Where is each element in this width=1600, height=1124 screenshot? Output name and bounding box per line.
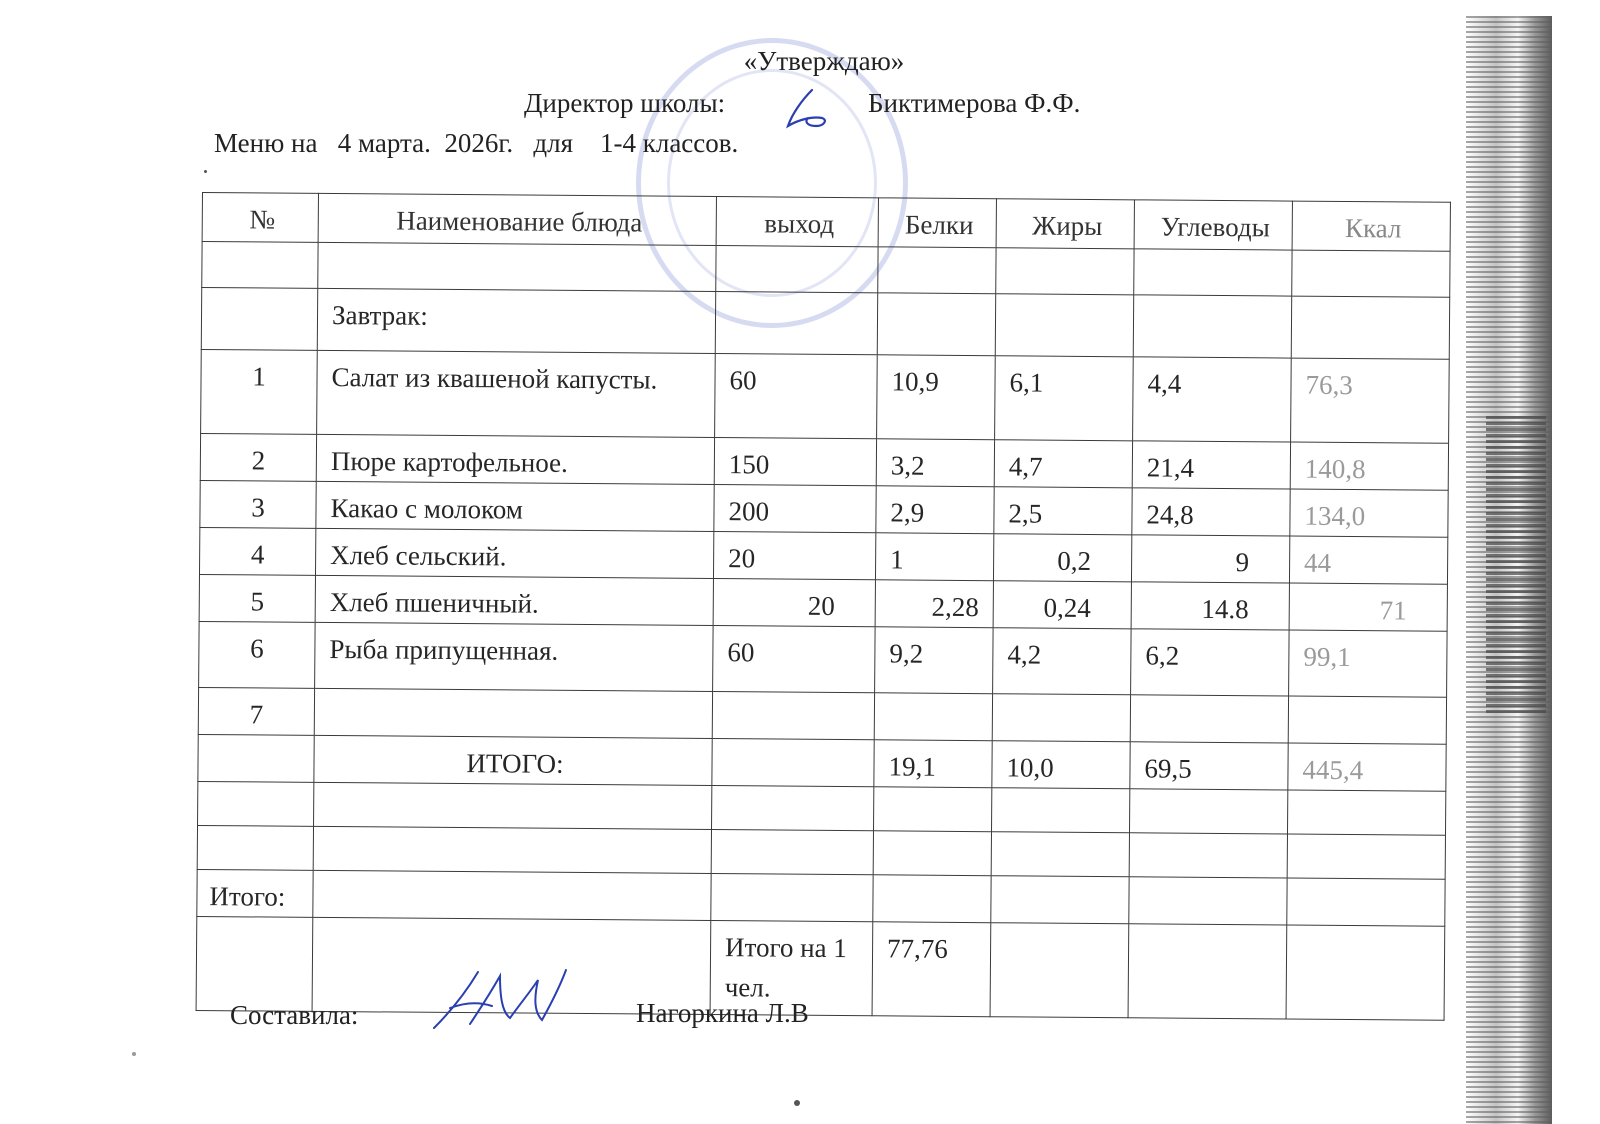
dish-kcal: 99,1: [1289, 630, 1448, 697]
dish-kcal: 76,3: [1291, 358, 1450, 443]
dish-fat: 4,7: [994, 440, 1132, 488]
dish-protein: 10,9: [877, 355, 996, 440]
row-number: 6: [199, 621, 316, 688]
composer-signature: [430, 962, 570, 1034]
itogo-label: Итого:: [197, 869, 313, 917]
dish-carbs: 14.8: [1131, 582, 1289, 630]
dish-name: Какао с молоком: [316, 481, 714, 531]
dish-carbs: 6,2: [1131, 629, 1290, 696]
total-label: ИТОГО:: [314, 735, 712, 785]
dish-fat: 6,1: [995, 356, 1134, 441]
row-number: 3: [200, 480, 316, 528]
dish-output: 60: [713, 626, 876, 693]
total-protein: 19,1: [874, 740, 992, 788]
approval-heading: «Утверждаю»: [743, 46, 905, 76]
row-number: 5: [199, 574, 315, 622]
director-label: Директор школы:: [524, 88, 726, 118]
dish-carbs: 4,4: [1133, 357, 1292, 442]
composed-by-label: Составила:: [230, 1000, 359, 1030]
col-header-fat: Жиры: [996, 199, 1134, 249]
table-row: [199, 621, 1447, 697]
row-number: 1: [201, 349, 318, 434]
row-number: 4: [199, 527, 315, 575]
dish-kcal: 44: [1289, 536, 1447, 584]
row-number: 2: [200, 433, 316, 481]
total-carbs: 69,5: [1130, 742, 1288, 790]
total-kcal: 445,4: [1288, 743, 1446, 791]
dish-carbs: 21,4: [1132, 441, 1290, 489]
dish-name: Хлеб сельский.: [315, 528, 713, 578]
dish-fat: 4,2: [993, 628, 1132, 695]
col-header-dish-name: Наименование блюда: [318, 193, 716, 245]
dish-protein: 2,28: [875, 580, 993, 628]
director-line: [524, 88, 1081, 119]
col-header-protein: Белки: [878, 198, 996, 248]
dish-output: 200: [714, 485, 876, 533]
dish-kcal: 140,8: [1290, 442, 1448, 490]
dish-name: Хлеб пшеничный.: [315, 575, 713, 625]
per-person-value: 77,76: [872, 922, 991, 1017]
composer-name: Нагоркина Л.В: [636, 998, 809, 1028]
dish-name: Салат из квашеной капусты.: [317, 350, 716, 437]
total-fat: 10,0: [992, 741, 1130, 789]
director-name: Биктимерова Ф.Ф.: [868, 88, 1081, 118]
scan-speck: [794, 1100, 800, 1106]
dish-output: 60: [715, 354, 878, 439]
dish-output: 150: [714, 438, 876, 486]
dish-protein: 3,2: [876, 439, 994, 487]
row-number: 7: [198, 687, 314, 735]
dish-fat: 0,2: [993, 534, 1131, 582]
col-header-output: выход: [716, 197, 878, 247]
table-row-section: [201, 288, 1449, 360]
scan-edge-artifact: [1466, 16, 1552, 1124]
dish-name: Рыба припущенная.: [315, 622, 714, 691]
dish-name: Пюре картофельное.: [316, 434, 714, 484]
director-signature: [778, 86, 838, 130]
per-person-label: Итого на 1 чел.: [710, 921, 873, 1016]
dish-protein: 2,9: [876, 486, 994, 534]
dish-fat: 0,24: [993, 581, 1131, 629]
menu-table: [196, 192, 1451, 1021]
dish-carbs: 24,8: [1132, 488, 1290, 536]
dish-protein: 9,2: [875, 627, 994, 694]
table-row: [201, 349, 1450, 443]
col-header-kcal: Ккал: [1292, 201, 1450, 251]
col-header-carbs: Углеводы: [1134, 200, 1292, 250]
dish-protein: 1: [875, 533, 993, 581]
dish-carbs: 9: [1131, 535, 1289, 583]
scan-speck: [204, 170, 207, 173]
section-breakfast: Завтрак:: [317, 288, 715, 353]
table-row-per-person: [196, 916, 1445, 1020]
dish-kcal: 71: [1289, 583, 1447, 631]
dish-kcal: 134,0: [1290, 489, 1448, 537]
dish-fat: 2,5: [994, 487, 1132, 535]
dish-output: 20: [713, 579, 875, 627]
scan-speck: [132, 1052, 136, 1056]
menu-title: Меню на 4 марта. 2026г. для 1-4 классов.: [214, 128, 739, 158]
dish-output: 20: [713, 532, 875, 580]
col-header-number: №: [202, 193, 318, 243]
